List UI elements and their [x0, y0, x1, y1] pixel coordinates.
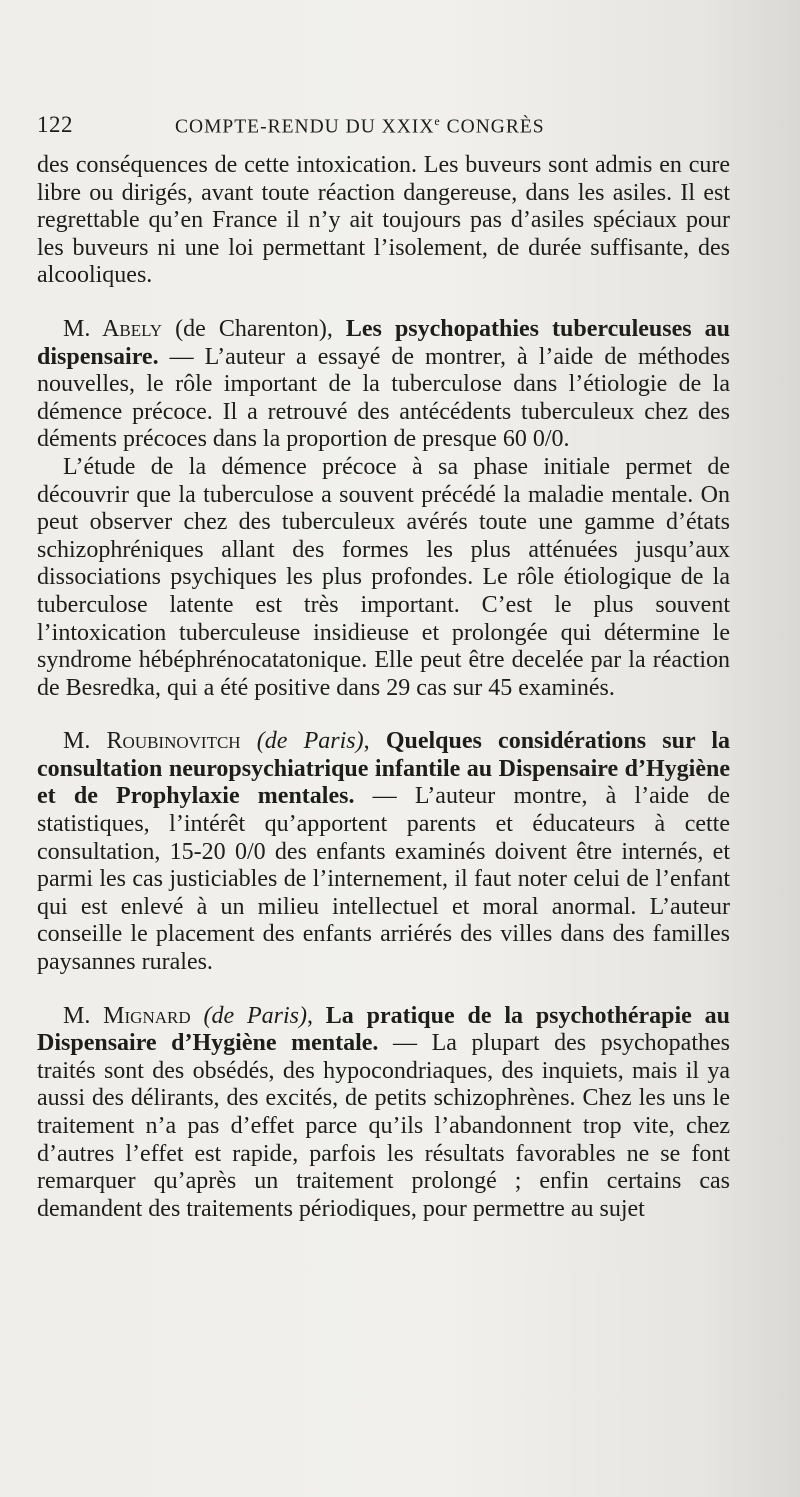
title-mignard: La pratique de la psychothérapie au Dispensaire d’Hygiène mentale. — [37, 1002, 731, 1057]
paragraph-intoxication: des conséquences de cette intoxication. Les buveurs sont admis en cure libre ou dirigés, avant toute réaction dangereuse, dans les asiles. Il est regrettable qu’en France il n’y ait toujours pas d’asiles spéciaux pour les buveurs ni une loi permettant l’isolement, de durée suffisante, des alcooliques. — [37, 152, 730, 289]
page-header — [37, 112, 730, 138]
paragraph-roubinovitch: M. Roubinovitch (de Paris), Quelques considérations sur la consultation neuropsychiatrique infantile au Dispensaire d’Hygiène et de Prophylaxie mentales. — L’auteur montre, à l’aide de statistiques, l’intérêt qu’apportent parents et éducateurs à cette consultation, 15-20 0/0 des enfants examinés doivent être internés, et parmi les cas justiciables de l’internement, il faut noter celui de l’enfant qui est enlevé à un milieu intellectuel et moral anormal. L’auteur conseille le placement des enfants arriérés des villes dans des familles paysannes rurales. — [37, 728, 731, 976]
title-abely: Les psychopathies tuberculeuses au dispensaire. — [37, 315, 731, 370]
paragraph-abely: M. Abely (de Charenton), Les psychopathies tuberculeuses au dispensaire. — L’auteur a essayé de montrer, à l’aide de méthodes nouvelles, le rôle important de la tuberculose dans l’étiologie de la démence précoce. Il a retrouvé des antécédents tuberculeux chez des déments précoces dans la proportion de presque 60 0/0. — [37, 315, 731, 453]
paragraph-mignard: M. Mignard (de Paris), La pratique de la psychothérapie au Dispensaire d’Hygiène mentale. — La plupart des psychopathes traités sont des obsédés, des hypocondriaques, des inquiets, mais il ya aussi des délirants, des excités, de petits schizophrènes. Chez les uns le traitement n’a pas d’effet parce qu’ils l’abandonnent trop vite, chez d’autres l’effet est rapide, parfois les résultats favorables ne se font remarquer qu’après un traitement prolongé ; enfin certains cas demandent des traitements périodiques, pour permettre au sujet — [37, 1002, 731, 1222]
author-mignard: M. Mignard — [63, 1002, 191, 1029]
title-roubinovitch: Quelques considérations sur la consultation neuropsychiatrique infantile au Dispensaire d’Hygiène et de Prophylaxie mentales. — [37, 728, 731, 810]
running-title: COMPTE-RENDU DU XXIXe CONGRÈS — [175, 113, 545, 137]
author-abely: M. Abely — [63, 315, 163, 342]
paragraph-demence-precoce: L’étude de la démence précoce à sa phase initiale permet de découvrir que la tuberculose a souvent précédé la maladie mentale. On peut observer chez des tuberculeux avérés toute une gamme d’états schizophréniques allant des formes les plus atténuées jusqu’aux dissociations psychiques les plus profondes. Le rôle étiologique de la tuberculose latente est très important. C’est le plus souvent l’intoxication tuberculeuse insidieuse et prolongée qui détermine le syndrome hébéphrénocatatonique. Elle peut être decelée par la réaction de Besredka, qui a été positive dans 29 cas sur 45 examinés. — [37, 453, 730, 701]
author-roubinovitch: M. Roubinovitch — [63, 728, 241, 755]
page-number: 122 — [37, 112, 73, 137]
